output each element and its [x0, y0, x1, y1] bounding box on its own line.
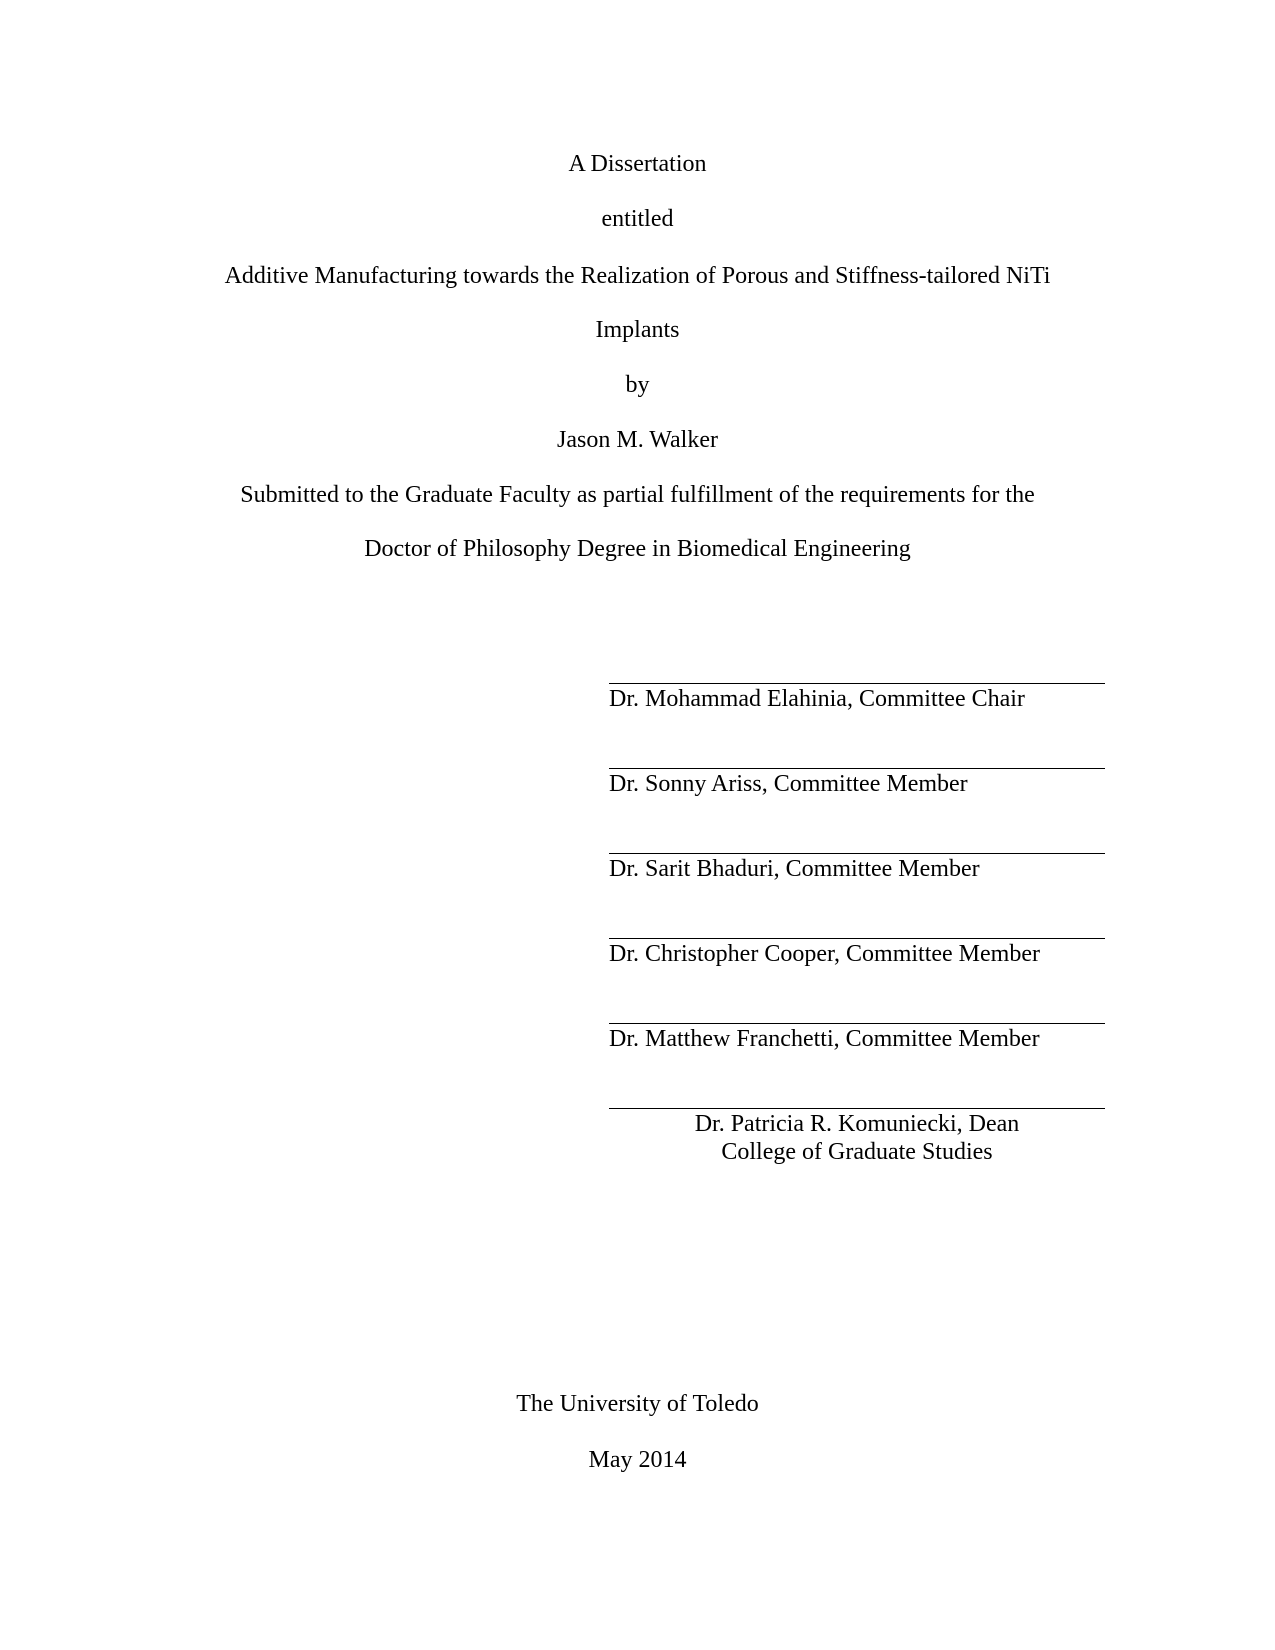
- university-name: The University of Toledo: [516, 1391, 759, 1417]
- signature-block-member-1: [609, 768, 1105, 798]
- signature-line: [609, 768, 1105, 769]
- dean-name: Dr. Patricia R. Komuniecki, Dean: [694, 1111, 1020, 1137]
- submission-date: May 2014: [588, 1447, 687, 1473]
- author-name: Jason M. Walker: [557, 427, 718, 453]
- committee-member-name: Dr. Christopher Cooper, Committee Member: [609, 941, 1040, 967]
- signature-line: [609, 1108, 1105, 1109]
- signature-line: [609, 853, 1105, 854]
- signature-block-member-2: [609, 853, 1105, 883]
- dissertation-title-line-2: Implants: [595, 317, 680, 343]
- signature-line: [609, 1023, 1105, 1024]
- submission-statement-line-2: Doctor of Philosophy Degree in Biomedical Engineering: [364, 536, 911, 562]
- signature-line: [609, 683, 1105, 684]
- signature-block-member-4: [609, 1023, 1105, 1053]
- signature-block-dean: [609, 1108, 1105, 1166]
- signature-line: [609, 938, 1105, 939]
- committee-member-name: Dr. Mohammad Elahinia, Committee Chair: [609, 686, 1025, 712]
- signature-block-member-3: [609, 938, 1105, 968]
- graduate-college-name: College of Graduate Studies: [721, 1139, 993, 1165]
- entitled-label: entitled: [601, 206, 674, 232]
- signature-block-chair: [609, 683, 1105, 713]
- committee-member-name: Dr. Sonny Ariss, Committee Member: [609, 771, 968, 797]
- committee-member-name: Dr. Sarit Bhaduri, Committee Member: [609, 856, 980, 882]
- dissertation-title-line-1: Additive Manufacturing towards the Realization of Porous and Stiffness-tailored NiTi: [224, 263, 1051, 289]
- by-label: by: [625, 372, 650, 398]
- submission-statement-line-1: Submitted to the Graduate Faculty as partial fulfillment of the requirements for the: [240, 482, 1035, 508]
- committee-member-name: Dr. Matthew Franchetti, Committee Member: [609, 1026, 1040, 1052]
- document-type: A Dissertation: [568, 151, 707, 177]
